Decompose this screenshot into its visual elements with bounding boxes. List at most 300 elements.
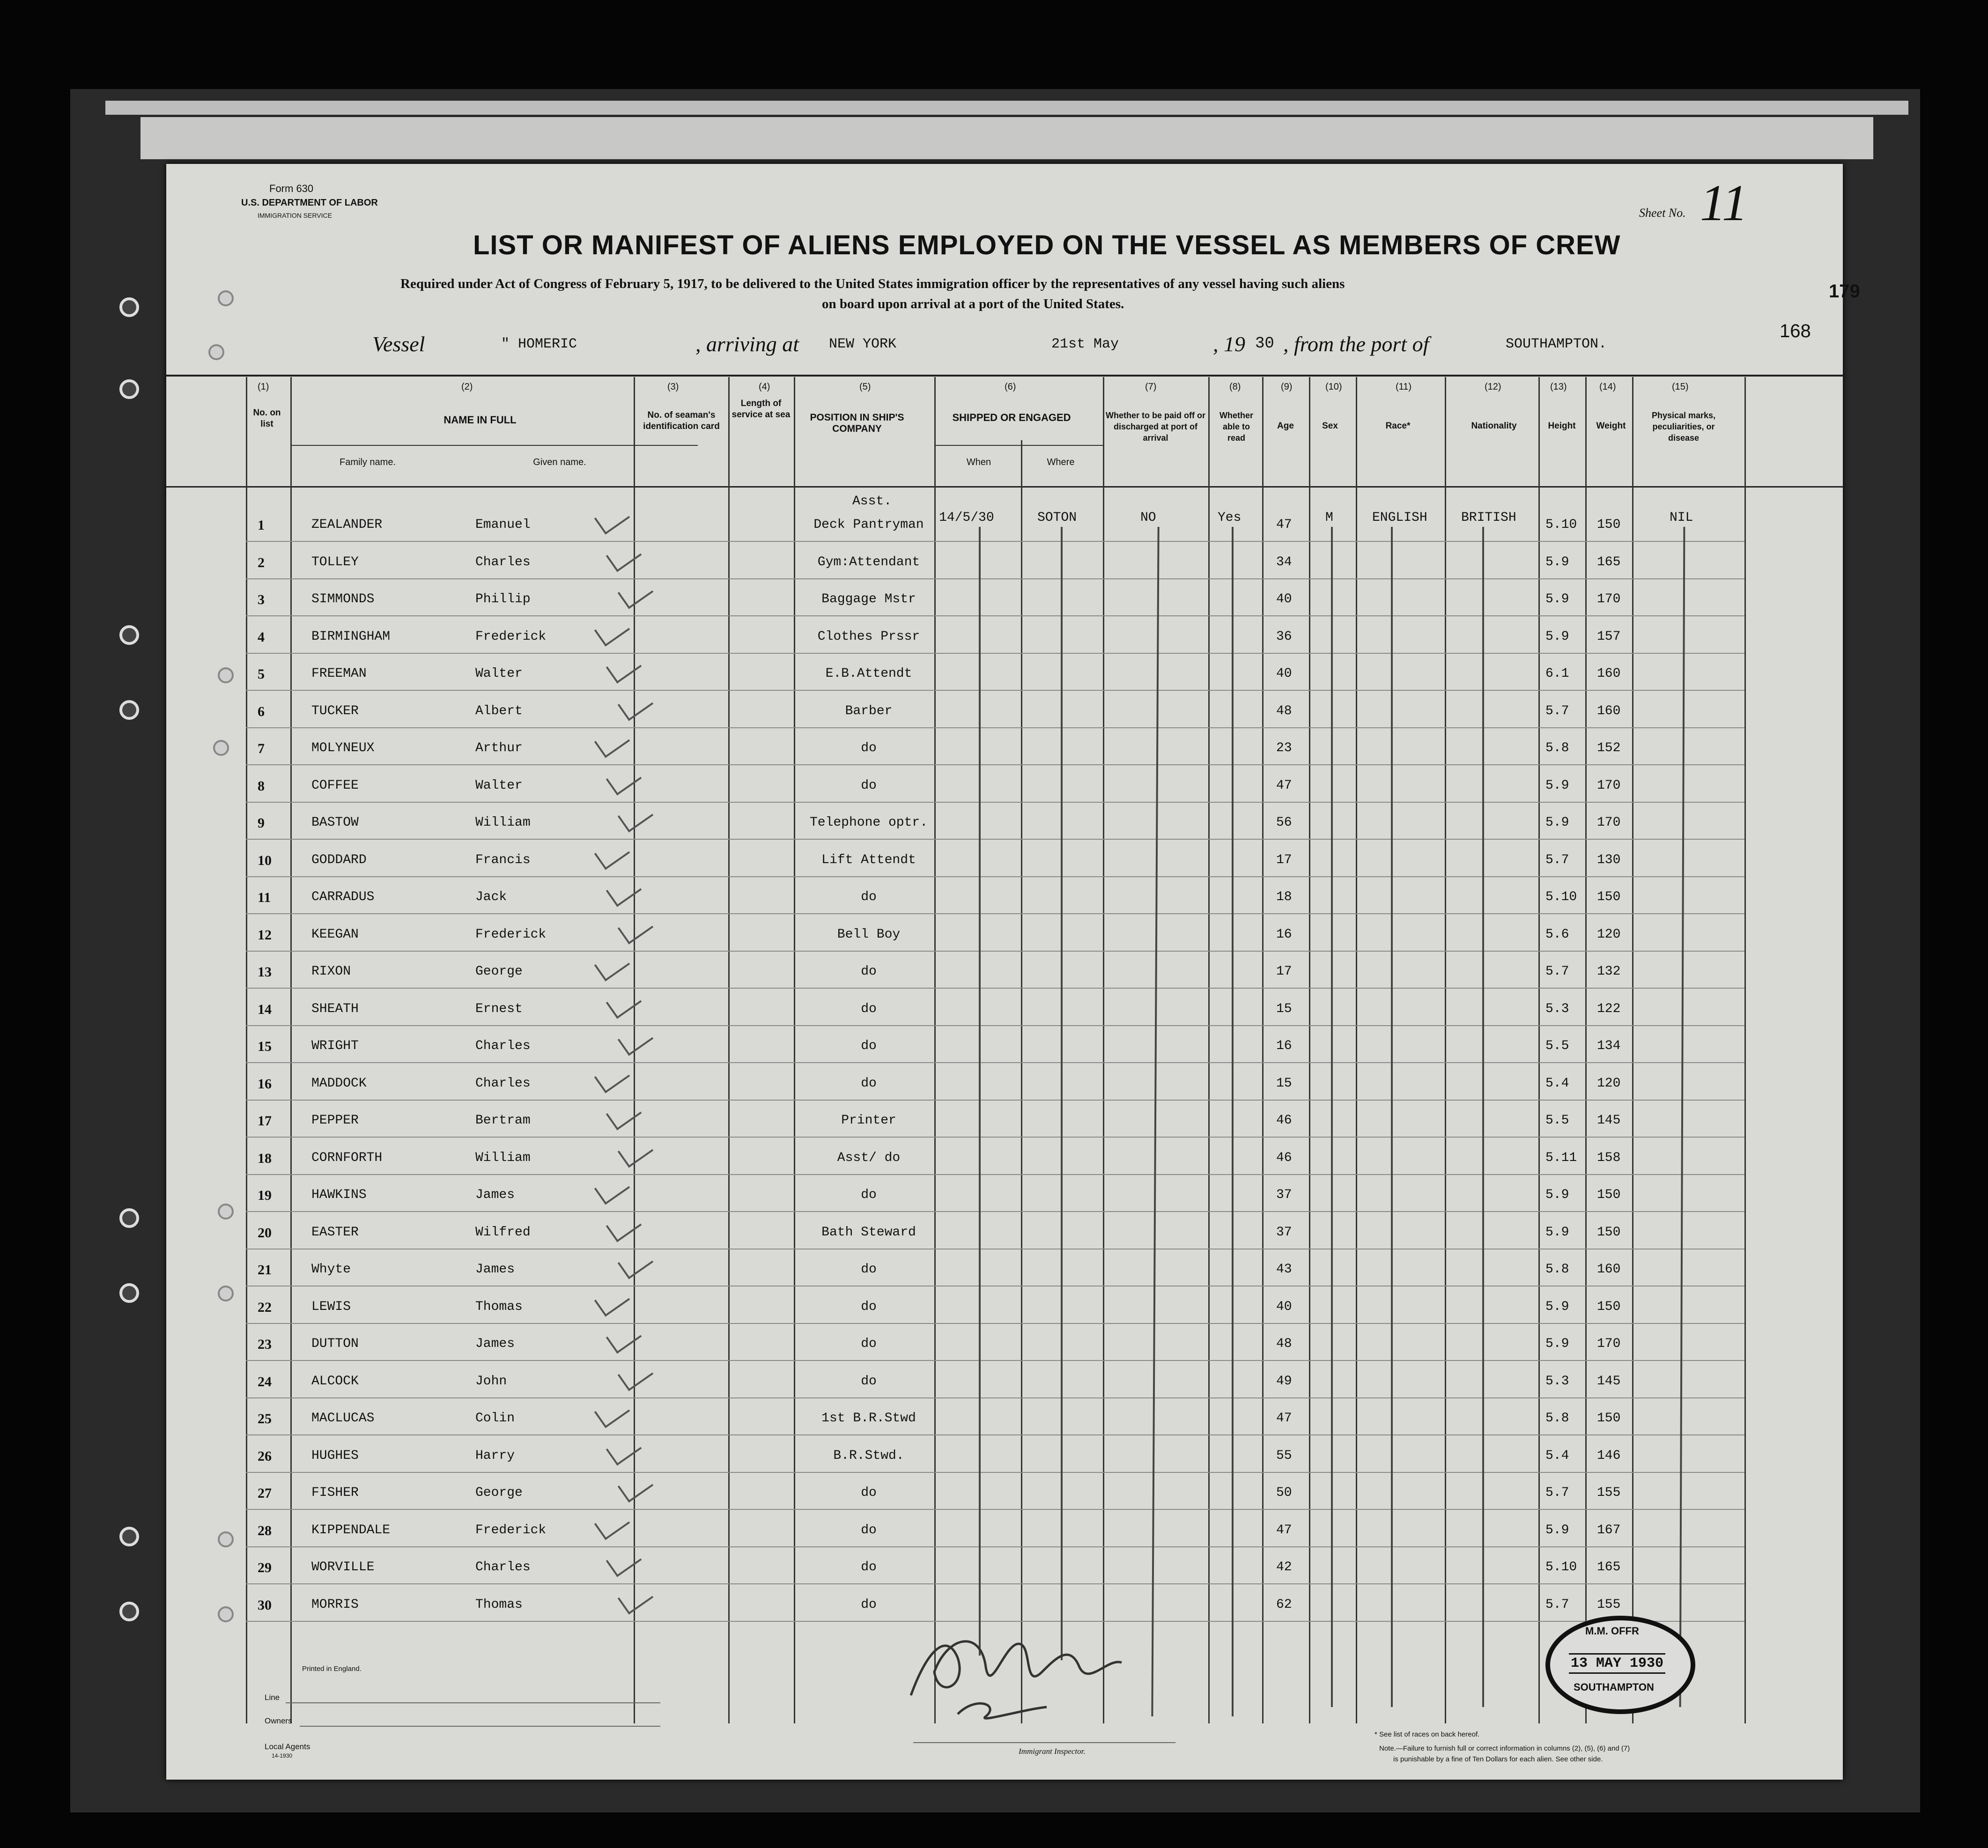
binder-hole bbox=[119, 1602, 139, 1621]
header-id-card: No. of seaman's identification card bbox=[643, 410, 720, 431]
row-rule bbox=[246, 1546, 1744, 1547]
binder-hole bbox=[119, 297, 139, 317]
paid-off-value: NO bbox=[1140, 510, 1156, 525]
column-number: (10) bbox=[1325, 382, 1342, 392]
table-row bbox=[166, 517, 1843, 546]
row-rule bbox=[246, 615, 1744, 616]
sheet-number: 11 bbox=[1700, 174, 1748, 231]
table-row bbox=[166, 1411, 1843, 1439]
family-name: WRIGHT bbox=[311, 1039, 359, 1053]
given-name: Charles bbox=[475, 1076, 531, 1091]
given-name: Frederick bbox=[475, 629, 547, 644]
row-rule bbox=[246, 1174, 1744, 1175]
position: B.R.Stwd. bbox=[833, 1449, 904, 1463]
row-number: 18 bbox=[258, 1151, 272, 1166]
stamp-date: 13 MAY 1930 bbox=[1569, 1653, 1665, 1674]
given-name: Frederick bbox=[475, 1523, 547, 1538]
weight: 160 bbox=[1597, 666, 1621, 681]
position: do bbox=[861, 741, 877, 755]
family-name: HAWKINS bbox=[311, 1188, 367, 1202]
family-name: LEWIS bbox=[311, 1300, 351, 1314]
department: U.S. DEPARTMENT OF LABOR bbox=[241, 198, 378, 208]
height: 5.8 bbox=[1545, 1411, 1569, 1426]
position: do bbox=[861, 890, 877, 904]
family-name: MADDOCK bbox=[311, 1076, 367, 1091]
weight: 170 bbox=[1597, 592, 1621, 606]
row-number: 21 bbox=[258, 1262, 272, 1278]
table-row bbox=[166, 927, 1843, 955]
header-shipped-divider bbox=[934, 445, 1103, 446]
height: 5.10 bbox=[1545, 517, 1577, 532]
family-name: ZEALANDER bbox=[311, 517, 383, 532]
table-row bbox=[166, 741, 1843, 769]
form-code: 14-1930 bbox=[272, 1752, 293, 1759]
position: do bbox=[861, 1188, 877, 1202]
header-nationality: Nationality bbox=[1471, 421, 1517, 431]
column-number: (1) bbox=[258, 382, 269, 392]
row-number: 30 bbox=[258, 1597, 272, 1613]
given-name: Charles bbox=[475, 555, 531, 569]
row-rule bbox=[246, 988, 1744, 989]
row-rule bbox=[246, 1434, 1744, 1435]
height: 5.10 bbox=[1545, 890, 1577, 904]
height: 5.9 bbox=[1545, 555, 1569, 569]
shipped-when: 14/5/30 bbox=[939, 510, 994, 525]
given-name: Charles bbox=[475, 1039, 531, 1053]
position: do bbox=[861, 1560, 877, 1574]
table-row bbox=[166, 964, 1843, 992]
header-when: When bbox=[966, 457, 991, 467]
position: do bbox=[861, 1337, 877, 1351]
row-rule bbox=[246, 839, 1744, 840]
position: do bbox=[861, 1486, 877, 1500]
age: 40 bbox=[1276, 1300, 1292, 1314]
row-number: 2 bbox=[258, 555, 265, 570]
row-rule bbox=[246, 1360, 1744, 1361]
row-rule bbox=[246, 578, 1744, 579]
stamp-top: M.M. OFFR bbox=[1585, 1625, 1639, 1637]
weight: 158 bbox=[1597, 1151, 1621, 1165]
row-rule bbox=[246, 876, 1744, 877]
given-name: George bbox=[475, 964, 523, 979]
back-sheet-edge bbox=[140, 117, 1873, 159]
height: 5.9 bbox=[1545, 1188, 1569, 1202]
weight: 150 bbox=[1597, 1411, 1621, 1426]
height: 5.7 bbox=[1545, 853, 1569, 867]
given-name: William bbox=[475, 815, 531, 830]
column-number: (4) bbox=[759, 382, 770, 392]
position: do bbox=[861, 1374, 877, 1389]
ditto-line bbox=[1331, 527, 1333, 1707]
position: do bbox=[861, 1002, 877, 1016]
height: 5.9 bbox=[1545, 592, 1569, 606]
inspector-label: Immigrant Inspector. bbox=[1019, 1747, 1086, 1756]
row-rule bbox=[246, 1062, 1744, 1063]
row-number: 28 bbox=[258, 1523, 272, 1538]
weight: 157 bbox=[1597, 629, 1621, 644]
family-name: FREEMAN bbox=[311, 666, 367, 681]
family-name: CORNFORTH bbox=[311, 1151, 383, 1165]
vessel-name: " HOMERIC bbox=[501, 336, 577, 352]
header-length-service: Length of service at sea bbox=[732, 399, 791, 420]
given-name: Thomas bbox=[475, 1300, 523, 1314]
table-row bbox=[166, 1560, 1843, 1588]
age: 18 bbox=[1276, 890, 1292, 904]
given-name: Wilfred bbox=[475, 1225, 531, 1240]
inspector-rule bbox=[913, 1742, 1175, 1743]
binder-hole bbox=[119, 700, 139, 720]
position: do bbox=[861, 1597, 877, 1612]
row-number: 19 bbox=[258, 1188, 272, 1203]
ditto-line bbox=[1391, 527, 1393, 1707]
position: do bbox=[861, 1300, 877, 1314]
given-name: Colin bbox=[475, 1411, 515, 1426]
header-race: Race* bbox=[1385, 421, 1411, 431]
row-number: 16 bbox=[258, 1076, 272, 1092]
row-number: 20 bbox=[258, 1225, 272, 1241]
row-rule bbox=[246, 1472, 1744, 1473]
row-number: 13 bbox=[258, 964, 272, 980]
sheet-label: Sheet No. bbox=[1639, 206, 1686, 220]
sex-value: M bbox=[1325, 510, 1333, 525]
family-name: KEEGAN bbox=[311, 927, 359, 942]
header-given-name: Given name. bbox=[533, 457, 586, 467]
table-row bbox=[166, 1225, 1843, 1253]
age: 47 bbox=[1276, 1523, 1292, 1538]
height: 5.5 bbox=[1545, 1113, 1569, 1128]
weight: 160 bbox=[1597, 1262, 1621, 1277]
row-rule bbox=[246, 690, 1744, 691]
given-name: George bbox=[475, 1486, 523, 1500]
table-row bbox=[166, 1523, 1843, 1551]
binder-hole bbox=[119, 625, 139, 645]
weight: 170 bbox=[1597, 815, 1621, 830]
year-prefix: , 19 bbox=[1213, 332, 1245, 356]
given-name: William bbox=[475, 1151, 531, 1165]
header-where: Where bbox=[1047, 457, 1075, 467]
arrival-date: 21st May bbox=[1051, 336, 1119, 352]
age: 47 bbox=[1276, 1411, 1292, 1426]
penalty-note-2: is punishable by a fine of Ten Dollars for each alien. See other side. bbox=[1393, 1755, 1603, 1763]
family-name: BIRMINGHAM bbox=[311, 629, 391, 644]
weight: 150 bbox=[1597, 1188, 1621, 1202]
given-name: Bertram bbox=[475, 1113, 531, 1128]
age: 40 bbox=[1276, 666, 1292, 681]
weight: 165 bbox=[1597, 1560, 1621, 1574]
port-stamp bbox=[1545, 1616, 1695, 1714]
row-number: 7 bbox=[258, 741, 265, 756]
row-number: 29 bbox=[258, 1560, 272, 1575]
table-row bbox=[166, 1039, 1843, 1067]
check-mark bbox=[594, 501, 630, 534]
header-paid-off: Whether to be paid off or discharged at port of arrival bbox=[1106, 411, 1205, 443]
position: Gym:Attendant bbox=[817, 555, 920, 569]
row-number: 11 bbox=[258, 890, 271, 905]
column-number: (6) bbox=[1005, 382, 1016, 392]
header-family-name: Family name. bbox=[339, 457, 396, 467]
weight: 132 bbox=[1597, 964, 1621, 979]
position-prefix: Asst. bbox=[852, 494, 892, 509]
position: Deck Pantryman bbox=[813, 517, 924, 532]
race-value: ENGLISH bbox=[1372, 510, 1427, 525]
ditto-line bbox=[1482, 527, 1484, 1707]
age: 46 bbox=[1276, 1151, 1292, 1165]
agents-label: Local Agents bbox=[265, 1742, 310, 1751]
ditto-line bbox=[1232, 527, 1234, 1716]
family-name: Whyte bbox=[311, 1262, 351, 1277]
family-name: DUTTON bbox=[311, 1337, 359, 1351]
header-sex: Sex bbox=[1322, 421, 1338, 431]
header-height: Height bbox=[1548, 421, 1576, 431]
row-rule bbox=[246, 802, 1744, 803]
header-weight: Weight bbox=[1596, 421, 1626, 431]
table-row bbox=[166, 1151, 1843, 1179]
age: 43 bbox=[1276, 1262, 1292, 1277]
vessel-label: Vessel bbox=[372, 332, 425, 356]
header-no-on-list: No. on list bbox=[253, 408, 281, 429]
weight: 122 bbox=[1597, 1002, 1621, 1016]
family-name: RIXON bbox=[311, 964, 351, 979]
age: 36 bbox=[1276, 629, 1292, 644]
weight: 160 bbox=[1597, 704, 1621, 718]
weight: 120 bbox=[1597, 927, 1621, 942]
ditto-line bbox=[1061, 527, 1063, 1660]
height: 6.1 bbox=[1545, 666, 1569, 681]
family-name: TUCKER bbox=[311, 704, 359, 718]
row-rule bbox=[246, 1397, 1744, 1398]
height: 5.10 bbox=[1545, 1560, 1577, 1574]
family-name: FISHER bbox=[311, 1486, 359, 1500]
weight: 165 bbox=[1597, 555, 1621, 569]
height: 5.4 bbox=[1545, 1449, 1569, 1463]
row-number: 6 bbox=[258, 704, 265, 719]
given-name: Phillip bbox=[475, 592, 531, 606]
height: 5.7 bbox=[1545, 964, 1569, 979]
height: 5.9 bbox=[1545, 1337, 1569, 1351]
manifest-sheet bbox=[166, 164, 1860, 1780]
position: do bbox=[861, 1262, 877, 1277]
weight: 170 bbox=[1597, 778, 1621, 793]
ditto-line bbox=[979, 527, 981, 1656]
row-rule bbox=[246, 913, 1744, 914]
family-name: SHEATH bbox=[311, 1002, 359, 1016]
weight: 155 bbox=[1597, 1597, 1621, 1612]
age: 47 bbox=[1276, 778, 1292, 793]
position: Lift Attendt bbox=[821, 853, 916, 867]
arriving-label: , arriving at bbox=[695, 332, 799, 356]
given-name: James bbox=[475, 1337, 515, 1351]
printed-in: Printed in England. bbox=[302, 1665, 362, 1673]
family-name: TOLLEY bbox=[311, 555, 359, 569]
binder-hole bbox=[119, 1527, 139, 1546]
position: Clothes Prssr bbox=[817, 629, 920, 644]
height: 5.3 bbox=[1545, 1374, 1569, 1389]
family-name: PEPPER bbox=[311, 1113, 359, 1128]
table-row bbox=[166, 666, 1843, 695]
given-name: Charles bbox=[475, 1560, 531, 1574]
family-name: SIMMONDS bbox=[311, 592, 375, 606]
header-bottom-rule bbox=[166, 486, 1843, 488]
penalty-note-1: Note.—Failure to furnish full or correct information in columns (2), (5), (6) and (7) bbox=[1379, 1745, 1630, 1752]
weight: 150 bbox=[1597, 517, 1621, 532]
age: 46 bbox=[1276, 1113, 1292, 1128]
header-name-divider bbox=[290, 445, 698, 446]
service: IMMIGRATION SERVICE bbox=[258, 212, 332, 219]
position: do bbox=[861, 1039, 877, 1053]
column-number: (11) bbox=[1396, 382, 1412, 392]
owners-label: Owners bbox=[265, 1716, 292, 1725]
race-note: * See list of races on back hereof. bbox=[1375, 1730, 1480, 1738]
shipped-where: SOTON bbox=[1037, 510, 1077, 525]
position: do bbox=[861, 964, 877, 979]
given-name: John bbox=[475, 1374, 507, 1389]
table-row bbox=[166, 629, 1843, 658]
given-name: Arthur bbox=[475, 741, 523, 755]
year-suffix: 30 bbox=[1255, 335, 1274, 353]
age: 15 bbox=[1276, 1076, 1292, 1091]
given-name: Emanuel bbox=[475, 517, 531, 532]
column-number: (2) bbox=[461, 382, 473, 392]
header-name-in-full: NAME IN FULL bbox=[443, 414, 517, 426]
row-number: 10 bbox=[258, 853, 272, 868]
given-name: Frederick bbox=[475, 927, 547, 942]
header-divider bbox=[166, 375, 1843, 377]
row-rule bbox=[246, 1025, 1744, 1026]
age: 56 bbox=[1276, 815, 1292, 830]
family-name: KIPPENDALE bbox=[311, 1523, 391, 1538]
row-number: 5 bbox=[258, 666, 265, 682]
weight: 150 bbox=[1597, 1300, 1621, 1314]
height: 5.4 bbox=[1545, 1076, 1569, 1091]
height: 5.6 bbox=[1545, 927, 1569, 942]
age: 17 bbox=[1276, 964, 1292, 979]
header-age: Age bbox=[1277, 421, 1294, 431]
age: 37 bbox=[1276, 1225, 1292, 1240]
height: 5.8 bbox=[1545, 1262, 1569, 1277]
height: 5.9 bbox=[1545, 629, 1569, 644]
position: Printer bbox=[841, 1113, 896, 1128]
table-row bbox=[166, 1188, 1843, 1216]
position: Telephone optr. bbox=[809, 815, 928, 830]
weight: 150 bbox=[1597, 1225, 1621, 1240]
given-name: Jack bbox=[475, 890, 507, 904]
list-number: 168 bbox=[1780, 321, 1811, 341]
height: 5.9 bbox=[1545, 778, 1569, 793]
table-row bbox=[166, 778, 1843, 806]
age: 34 bbox=[1276, 555, 1292, 569]
punch-ring bbox=[208, 344, 224, 360]
weight: 130 bbox=[1597, 853, 1621, 867]
height: 5.7 bbox=[1545, 1486, 1569, 1500]
age: 49 bbox=[1276, 1374, 1292, 1389]
family-name: WORVILLE bbox=[311, 1560, 375, 1574]
family-name: EASTER bbox=[311, 1225, 359, 1240]
height: 5.9 bbox=[1545, 1523, 1569, 1538]
binder-hole bbox=[119, 1283, 139, 1303]
weight: 150 bbox=[1597, 890, 1621, 904]
position: do bbox=[861, 1523, 877, 1538]
column-number: (12) bbox=[1485, 382, 1501, 392]
back-sheet bbox=[105, 101, 1908, 115]
weight: 120 bbox=[1597, 1076, 1621, 1091]
age: 48 bbox=[1276, 1337, 1292, 1351]
height: 5.8 bbox=[1545, 741, 1569, 755]
punch-ring bbox=[218, 290, 234, 306]
row-rule bbox=[246, 541, 1744, 542]
height: 5.9 bbox=[1545, 1225, 1569, 1240]
height: 5.5 bbox=[1545, 1039, 1569, 1053]
table-row bbox=[166, 1374, 1843, 1402]
header-able-to-read: Whether able to read bbox=[1219, 411, 1253, 443]
given-name: James bbox=[475, 1262, 515, 1277]
column-number: (9) bbox=[1281, 382, 1293, 392]
column-number: (5) bbox=[859, 382, 871, 392]
position: Asst/ do bbox=[837, 1151, 901, 1165]
table-row bbox=[166, 704, 1843, 732]
position: do bbox=[861, 1076, 877, 1091]
row-number: 12 bbox=[258, 927, 272, 943]
position: 1st B.R.Stwd bbox=[821, 1411, 916, 1426]
from-label: , from the port of bbox=[1283, 332, 1429, 356]
physical-marks-value: NIL bbox=[1670, 510, 1693, 525]
row-number: 14 bbox=[258, 1002, 272, 1017]
row-number: 24 bbox=[258, 1374, 272, 1390]
height: 5.7 bbox=[1545, 1597, 1569, 1612]
stamp-bottom: SOUTHAMPTON bbox=[1574, 1681, 1654, 1693]
age: 15 bbox=[1276, 1002, 1292, 1016]
row-rule bbox=[246, 727, 1744, 728]
table-row bbox=[166, 815, 1843, 843]
age: 16 bbox=[1276, 927, 1292, 942]
column-number: (14) bbox=[1599, 382, 1616, 392]
table-row bbox=[166, 1002, 1843, 1030]
row-rule bbox=[246, 1100, 1744, 1101]
row-number: 23 bbox=[258, 1337, 272, 1352]
able-to-read-value: Yes bbox=[1218, 510, 1242, 525]
position: Baggage Mstr bbox=[821, 592, 916, 606]
age: 42 bbox=[1276, 1560, 1292, 1574]
owners-rule bbox=[300, 1726, 660, 1727]
row-number: 27 bbox=[258, 1486, 272, 1501]
row-rule bbox=[246, 1137, 1744, 1138]
height: 5.7 bbox=[1545, 704, 1569, 718]
age: 47 bbox=[1276, 517, 1292, 532]
family-name: HUGHES bbox=[311, 1449, 359, 1463]
table-row bbox=[166, 555, 1843, 583]
given-name: Albert bbox=[475, 704, 523, 718]
given-name: Harry bbox=[475, 1449, 515, 1463]
given-name: Francis bbox=[475, 853, 531, 867]
form-number: Form 630 bbox=[269, 183, 314, 194]
position: Bath Steward bbox=[821, 1225, 916, 1240]
age: 62 bbox=[1276, 1597, 1292, 1612]
family-name: MORRIS bbox=[311, 1597, 359, 1612]
given-name: James bbox=[475, 1188, 515, 1202]
row-number: 15 bbox=[258, 1039, 272, 1054]
family-name: MOLYNEUX bbox=[311, 741, 375, 755]
row-rule bbox=[246, 1211, 1744, 1212]
weight: 145 bbox=[1597, 1113, 1621, 1128]
table-row bbox=[166, 1449, 1843, 1477]
page-title: LIST OR MANIFEST OF ALIENS EMPLOYED ON THE VESSEL AS MEMBERS OF CREW bbox=[473, 230, 1621, 260]
subtitle-line-2: on board upon arrival at a port of the United States. bbox=[822, 296, 1124, 311]
subtitle-line-1: Required under Act of Congress of February 5, 1917, to be delivered to the United States immigration officer by the representatives of any vessel having such aliens bbox=[400, 276, 1345, 291]
row-number: 9 bbox=[258, 815, 265, 831]
column-number: (15) bbox=[1672, 382, 1689, 392]
inspector-signature bbox=[892, 1616, 1154, 1723]
row-rule bbox=[246, 764, 1744, 765]
row-rule bbox=[246, 951, 1744, 952]
